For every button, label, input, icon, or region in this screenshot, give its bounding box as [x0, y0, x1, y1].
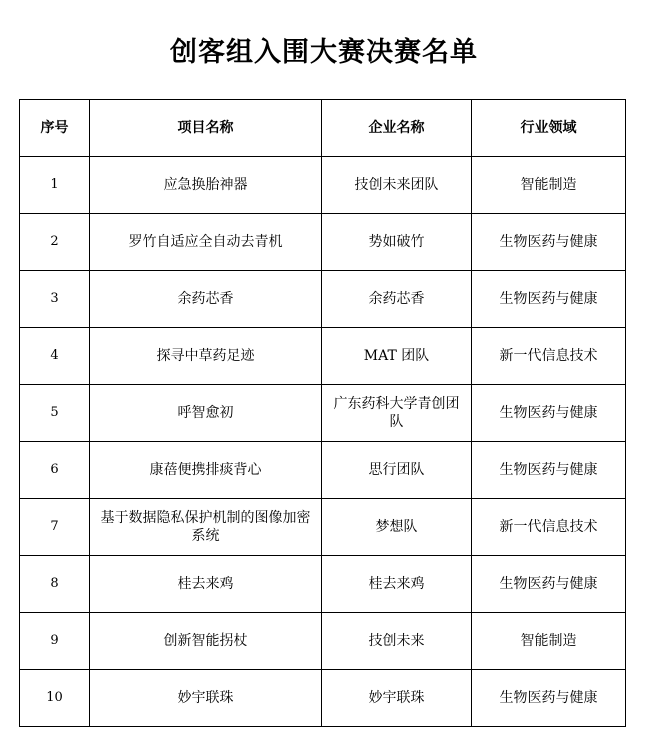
cell-company: 广东药科大学青创团队	[322, 385, 472, 442]
column-header-company: 企业名称	[322, 100, 472, 157]
cell-field: 生物医药与健康	[472, 214, 626, 271]
table-row	[20, 271, 626, 328]
cell-no: 4	[20, 328, 90, 385]
cell-field: 生物医药与健康	[472, 385, 626, 442]
column-header-field: 行业领域	[472, 100, 626, 157]
table-row	[20, 556, 626, 613]
cell-project: 康蓓便携排痰背心	[90, 442, 322, 499]
table-row	[20, 157, 626, 214]
cell-no: 1	[20, 157, 90, 214]
cell-field: 新一代信息技术	[472, 328, 626, 385]
cell-project: 桂去来鸡	[90, 556, 322, 613]
cell-project: 妙宇联珠	[90, 670, 322, 727]
cell-no: 3	[20, 271, 90, 328]
cell-field: 生物医药与健康	[472, 442, 626, 499]
cell-no: 5	[20, 385, 90, 442]
cell-company: 梦想队	[322, 499, 472, 556]
cell-field: 智能制造	[472, 613, 626, 670]
cell-company: MAT 团队	[322, 328, 472, 385]
cell-field: 生物医药与健康	[472, 670, 626, 727]
cell-company: 余药芯香	[322, 271, 472, 328]
cell-project: 余药芯香	[90, 271, 322, 328]
table-row	[20, 613, 626, 670]
table-row	[20, 385, 626, 442]
cell-no: 6	[20, 442, 90, 499]
cell-project: 呼智愈初	[90, 385, 322, 442]
cell-project: 应急换胎神器	[90, 157, 322, 214]
cell-no: 2	[20, 214, 90, 271]
cell-project: 探寻中草药足迹	[90, 328, 322, 385]
cell-project: 基于数据隐私保护机制的图像加密系统	[90, 499, 322, 556]
table-header-row	[20, 100, 626, 157]
cell-no: 9	[20, 613, 90, 670]
table-row	[20, 499, 626, 556]
column-header-project: 项目名称	[90, 100, 322, 157]
cell-company: 势如破竹	[322, 214, 472, 271]
cell-project: 罗竹自适应全自动去青机	[90, 214, 322, 271]
cell-project: 创新智能拐杖	[90, 613, 322, 670]
cell-company: 技创未来团队	[322, 157, 472, 214]
cell-no: 8	[20, 556, 90, 613]
cell-field: 生物医药与健康	[472, 556, 626, 613]
cell-field: 生物医药与健康	[472, 271, 626, 328]
finalists-table	[19, 99, 626, 727]
cell-field: 新一代信息技术	[472, 499, 626, 556]
table-row	[20, 214, 626, 271]
cell-company: 妙宇联珠	[322, 670, 472, 727]
cell-no: 10	[20, 670, 90, 727]
cell-company: 桂去来鸡	[322, 556, 472, 613]
cell-no: 7	[20, 499, 90, 556]
table-row	[20, 328, 626, 385]
page-title: 创客组入围大赛决赛名单	[170, 37, 478, 68]
cell-company: 思行团队	[322, 442, 472, 499]
table-row	[20, 670, 626, 727]
cell-company: 技创未来	[322, 613, 472, 670]
table-row	[20, 442, 626, 499]
column-header-no: 序号	[20, 100, 90, 157]
cell-field: 智能制造	[472, 157, 626, 214]
